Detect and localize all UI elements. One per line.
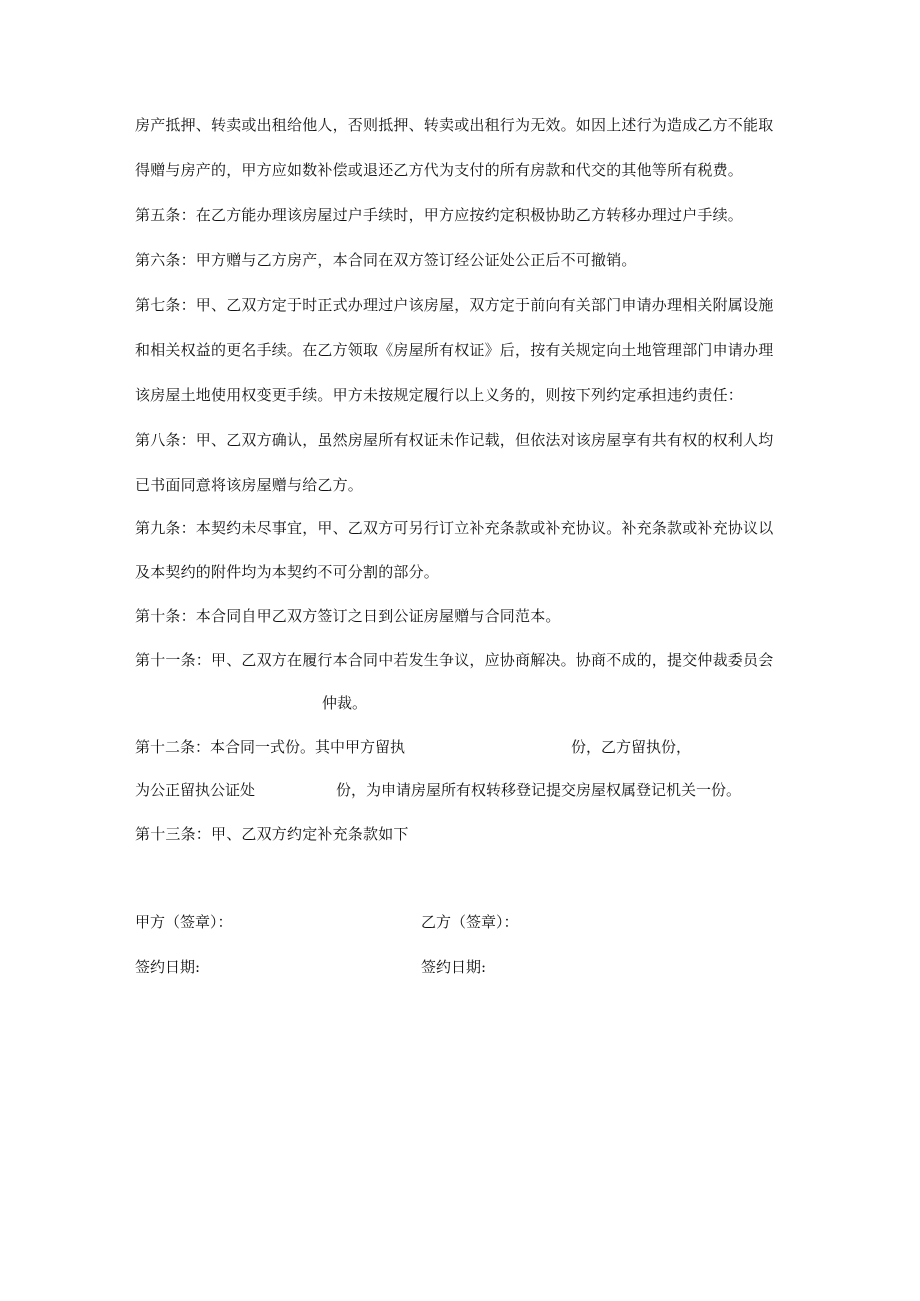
clause-11-line-1: 第十一条：甲、乙双方在履行本合同中若发生争议，应协商解决。协商不成的，提交仲裁委员会 (135, 651, 774, 669)
clause-12-part-4: 份，为申请房屋所有权转移登记提交房屋权属登记机关一份。 (336, 781, 742, 799)
clause-9-line-1: 第九条：本契约未尽事宜，甲、乙双方可另行订立补充条款或补充协议。补充条款或补充协议以 (135, 519, 774, 537)
clause-10: 第十条：本合同自甲乙双方签订之日到公证房屋赠与合同范本。 (135, 607, 561, 625)
clause-6: 第六条：甲方赠与乙方房产，本合同在双方签订经公证处公正后不可撤销。 (135, 251, 637, 269)
clause-12-part-3: 为公正留执公证处 (135, 781, 256, 799)
party-b-signature-label: 乙方（签章）： (421, 913, 519, 931)
clause-12-part-2: 份，乙方留执份， (571, 738, 692, 756)
clause-11-line-2: 仲裁。 (322, 694, 368, 712)
clause-12-part-1: 第十二条：本合同一式份。其中甲方留执 (135, 738, 406, 756)
party-a-signature-label: 甲方（签章）： (135, 913, 233, 931)
clause-7-line-1: 第七条：甲、乙双方定于时正式办理过户该房屋，双方定于前向有关部门申请办理相关附属设施 (135, 296, 774, 314)
clause-7-line-2: 和相关权益的更名手续。在乙方领取《房屋所有权证》后，按有关规定向土地管理部门申请办理 (135, 341, 774, 359)
party-b-date-label: 签约日期: (421, 958, 487, 976)
party-a-date-label: 签约日期: (135, 958, 201, 976)
clause-8-line-1: 第八条：甲、乙双方确认，虽然房屋所有权证未作记载，但依法对该房屋享有共有权的权利人均 (135, 431, 774, 449)
clause-7-line-3: 该房屋土地使用权变更手续。甲方未按规定履行以上义务的，则按下列约定承担违约责任： (135, 386, 744, 404)
clause-5: 第五条：在乙方能办理该房屋过户手续时，甲方应按约定积极协助乙方转移办理过户手续。 (135, 206, 744, 224)
clause-9-line-2: 及本契约的附件均为本契约不可分割的部分。 (135, 563, 440, 581)
body-line-1: 房产抵押、转卖或出租给他人，否则抵押、转卖或出租行为无效。如因上述行为造成乙方不能取 (135, 116, 774, 134)
body-line-2: 得赠与房产的，甲方应如数补偿或退还乙方代为支付的所有房款和代交的其他等所有税费。 (135, 161, 744, 179)
clause-13: 第十三条：甲、乙双方约定补充条款如下 (135, 825, 409, 843)
clause-8-line-2: 已书面同意将该房屋赠与给乙方。 (135, 476, 364, 494)
